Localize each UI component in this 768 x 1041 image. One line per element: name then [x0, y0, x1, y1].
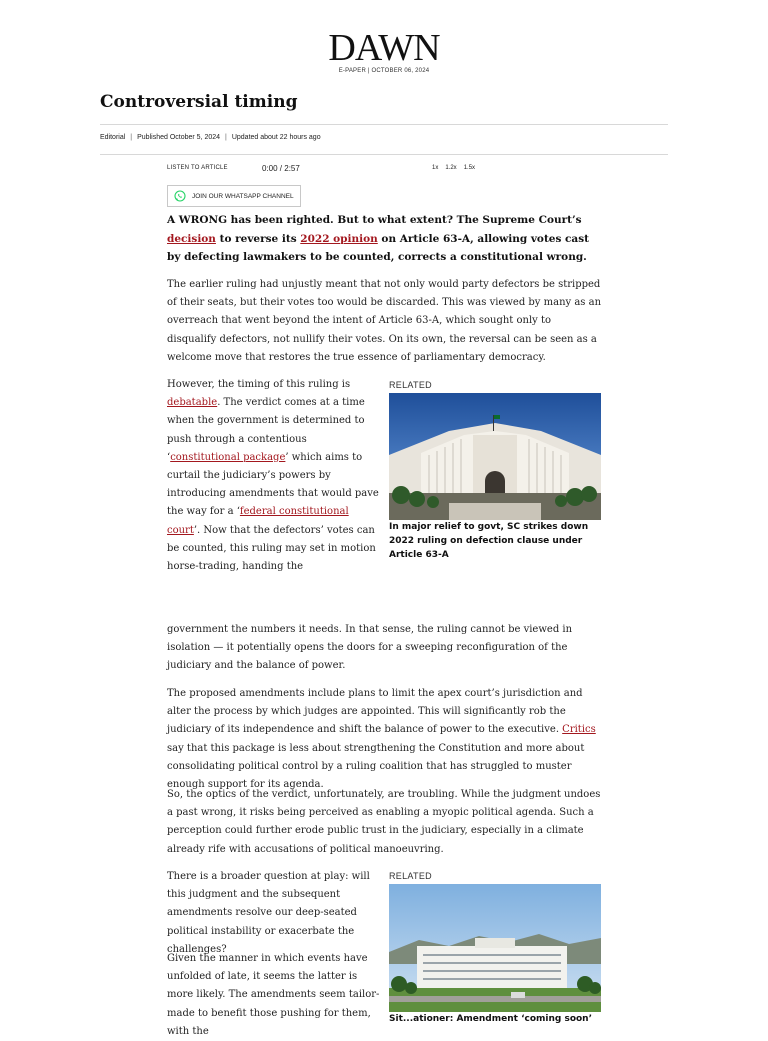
meta-separator: | [130, 134, 133, 141]
body-paragraph: There is a broader question at play: will this judgment and the subsequent amendments resolve our deep-seated political instability or exacerbate the challenges? [167, 871, 370, 955]
whatsapp-icon [174, 190, 186, 202]
lead-paragraph [167, 211, 603, 267]
related-caption[interactable]: In major relief to govt, SC strikes down 2022 ruling on defection clause under Article 63-A [389, 522, 589, 560]
supreme-court-photo [389, 393, 601, 520]
published-date: Published October 5, 2024 [137, 134, 221, 141]
text-span: However, the timing of this ruling is [167, 379, 351, 390]
body-paragraph [167, 685, 603, 794]
meta-separator: | [225, 134, 227, 141]
debatable-link[interactable]: debatable [167, 397, 218, 409]
related-image-supreme-court[interactable] [389, 393, 601, 520]
related-image-parliament[interactable] [389, 884, 601, 1012]
body-paragraph: Given the manner in which events have unfolded of late, it seems the latter is more likely. The amendments seem tailor-made to benefit those pushing for them, with the [167, 953, 380, 1037]
body-paragraph: So, the optics of the verdict, unfortunately, are troubling. While the judgment undoes a past wrong, it risks being perceived as enabling a myopic political agenda. Such a perception could further erode public trust in the judiciary, especially in a climate already rife with accusations of political manoeuvring. [167, 789, 601, 855]
audio-player[interactable] [167, 164, 480, 176]
federal-court-link[interactable]: federal constitutional court [167, 506, 349, 536]
body-paragraph: government the numbers it needs. In that sense, the ruling cannot be viewed in isolation — it potentially opens the doors for a sweeping reconfiguration of the judiciary and the balance of power. [167, 624, 573, 672]
text-span: A WRONG has been righted. But to what extent? The Supreme Court’s [167, 214, 582, 226]
text-span: The proposed amendments include plans to limit the apex court’s jurisdiction and alter the process by which judges are appointed. This will significantly rob the judiciary of its independence and shift the balance of power to the executive. [167, 688, 583, 736]
decision-link[interactable]: decision [167, 232, 216, 245]
parliament-photo [389, 884, 601, 1012]
text-span: ’. Now that the defectors’ votes can be counted, this ruling may set in motion horse-trading, handing the [167, 524, 376, 573]
article-title: Controversial timing [100, 92, 298, 112]
body-paragraph: The earlier ruling had unjustly meant that not only would party defectors be stripped of their seats, but their votes too would be discarded. This was viewed by many as an overreach that went beyond the intent of Article 63-A, which sought only to disqualify defectors, not nullify their votes. On its own, the reversal can be seen as a welcome move that restores the true essence of parliamentary democracy. [167, 279, 602, 363]
speed-1-5x-button[interactable]: 1.5x [463, 165, 476, 171]
text-span: . The verdict comes at a time when the government is determined to push through a contentious ‘ [167, 397, 365, 463]
whatsapp-channel-button[interactable] [167, 185, 301, 207]
related-label: RELATED [389, 380, 432, 390]
masthead [0, 27, 768, 74]
critics-link[interactable]: Critics [562, 724, 596, 736]
listen-label: LISTEN TO ARTICLE [167, 165, 228, 171]
text-span: to reverse its [215, 232, 301, 245]
updated-time: Updated about 22 hours ago [231, 134, 321, 141]
text-span: ’ which aims to curtail the judiciary’s powers by introducing amendments that would pave the way for a ‘ [167, 451, 379, 518]
playback-time: 0:00 / 2:57 [262, 164, 300, 173]
edition-date: E-PAPER | OCTOBER 06, 2024 [338, 68, 430, 74]
text-span: on Article 63-A, allowing votes cast by defecting lawmakers to be counted, corrects a constitutional wrong. [167, 232, 589, 263]
speed-options [432, 165, 475, 171]
speed-1-2x-button[interactable]: 1.2x [445, 165, 457, 171]
body-paragraph [167, 376, 381, 576]
dawn-logo[interactable]: DAWN [328, 27, 440, 69]
constitutional-package-link[interactable]: constitutional package [170, 451, 286, 463]
related-caption[interactable]: Sit...ationer: Amendment ‘coming soon’ [389, 1014, 593, 1024]
category-label[interactable]: Editorial [100, 134, 126, 141]
divider [100, 124, 668, 125]
divider [100, 154, 668, 155]
text-span: say that this package is less about strengthening the Constitution and more about consolidating political control by a ruling coalition that has struggled to muster enough support for its agenda. [167, 742, 585, 791]
related-label: RELATED [389, 871, 432, 881]
2022-opinion-link[interactable]: 2022 opinion [300, 232, 378, 245]
article-meta [100, 134, 321, 141]
speed-1x-button[interactable]: 1x [432, 165, 439, 171]
whatsapp-label: JOIN OUR WHATSAPP CHANNEL [192, 192, 294, 200]
